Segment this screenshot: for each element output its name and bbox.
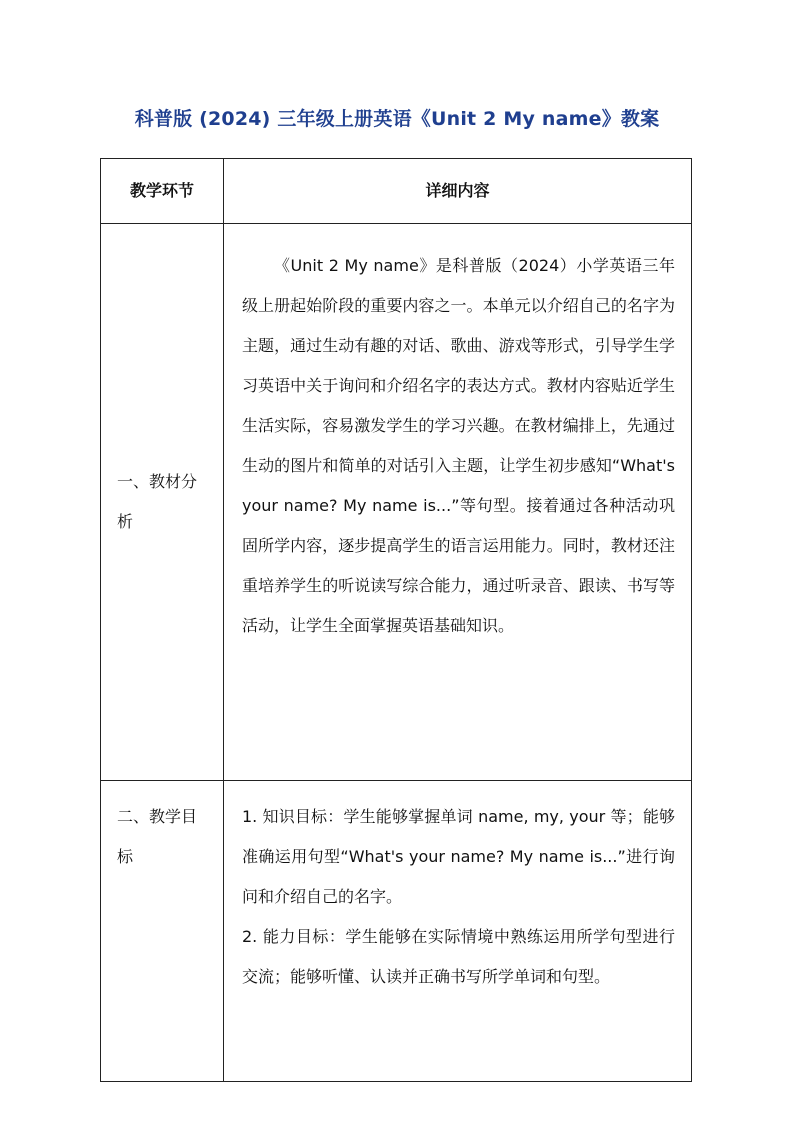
table-header-row xyxy=(101,159,692,224)
analysis-paragraph: 《Unit 2 My name》是科普版（2024）小学英语三年级上册起始阶段的重要内容之一。本单元以介绍自己的名字为主题，通过生动有趣的对话、歌曲、游戏等形式，引导学生学习英语中关于询问和介绍名字的表达方式。教材内容贴近学生生活实际，容易激发学生的学习兴趣。在教材编排上，先通过生动的图片和简单的对话引入主题，让学生初步感知“What's your name? My name is...”等句型。接着通过各种活动巩固所学内容，逐步提高学生的语言运用能力。同时，教材还注重培养学生的听说读写综合能力，通过听录音、跟读、书写等活动，让学生全面掌握英语基础知识。 xyxy=(242,256,675,635)
section-content-teaching-goals xyxy=(224,781,692,1082)
table-row xyxy=(101,224,692,781)
section-label-textbook-analysis: 一、教材分析 xyxy=(101,224,224,781)
goal-knowledge: 1. 知识目标：学生能够掌握单词 name, my, your 等；能够准确运用句型“What's your name? My name is...”进行询问和介绍自己的名字。 xyxy=(242,807,675,906)
header-teaching-stage: 教学环节 xyxy=(101,159,224,224)
section-content-textbook-analysis xyxy=(224,224,692,781)
section-label-teaching-goals: 二、教学目标 xyxy=(101,781,224,1082)
lesson-plan-table xyxy=(100,158,692,1082)
goal-ability: 2. 能力目标：学生能够在实际情境中熟练运用所学句型进行交流；能够听懂、认读并正确书写所学单词和句型。 xyxy=(242,927,675,986)
table-row xyxy=(101,781,692,1082)
document-title: 科普版 (2024) 三年级上册英语《Unit 2 My name》教案 xyxy=(134,108,660,130)
header-detailed-content: 详细内容 xyxy=(224,159,692,224)
